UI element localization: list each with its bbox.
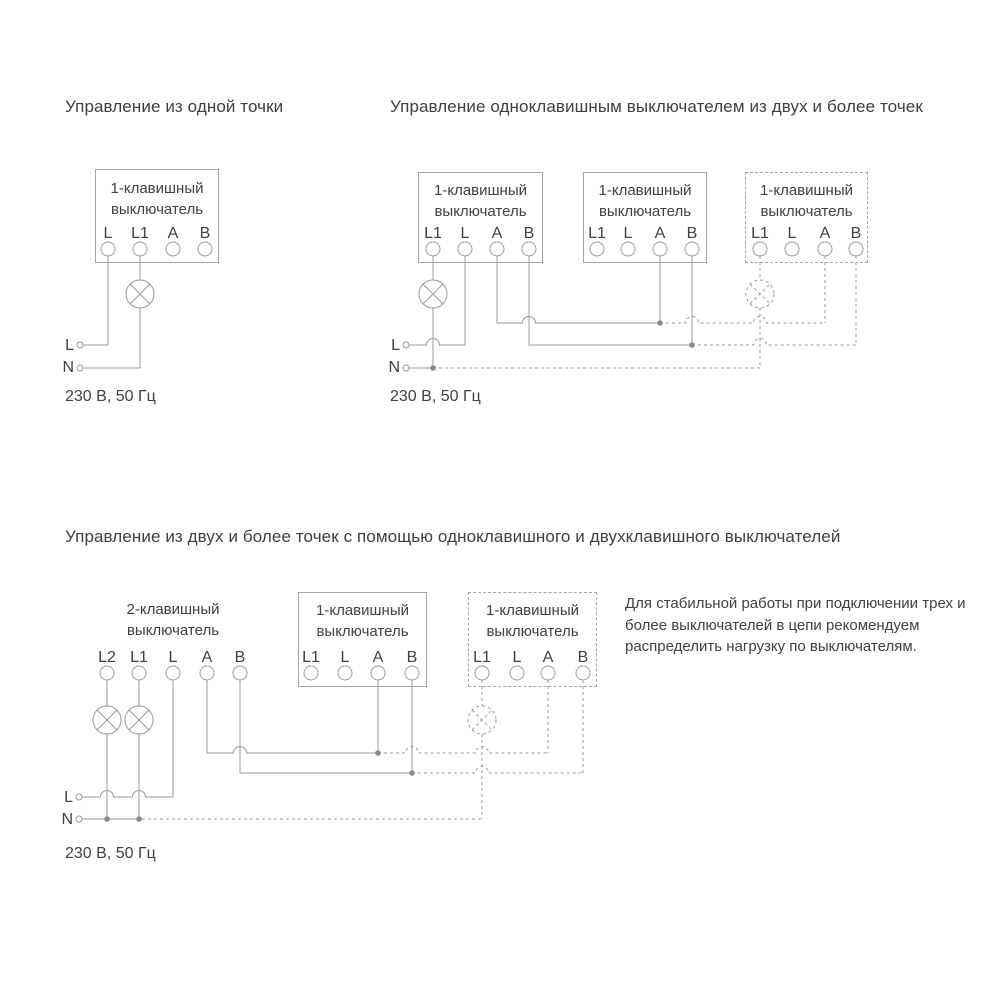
feed-terminal [403, 342, 409, 348]
junction-dot [409, 770, 415, 776]
lamp-icon [468, 706, 496, 734]
feed-label-n: N [388, 359, 400, 376]
terminal-label: L1 [424, 225, 442, 242]
terminal [200, 666, 214, 680]
note-line: распределить нагрузку по выключателям. [625, 638, 917, 655]
terminal-label: L [512, 649, 522, 666]
switch-label: 1-клавишный выключатель [598, 182, 692, 220]
switch-label: 1-клавишный выключатель [434, 182, 527, 220]
voltage-caption: 230 В, 50 Гц [390, 388, 481, 405]
junction-dot [430, 365, 436, 371]
terminal-label: B [523, 225, 535, 242]
terminal-label: L [460, 225, 470, 242]
lamp-icon [419, 280, 447, 308]
diagram1-title: Управление из одной точки [65, 97, 284, 116]
terminal-label: L [787, 225, 797, 242]
lamp-icon [746, 280, 774, 308]
terminal-label: L1 [473, 649, 491, 666]
feed-label-l: L [391, 337, 400, 354]
feed-label-n: N [62, 359, 74, 376]
feed-terminal [76, 816, 82, 822]
diagram2-wires-solid [409, 256, 692, 368]
terminal-label: B [686, 225, 698, 242]
voltage-caption: 230 В, 50 Гц [65, 845, 156, 862]
diagram3-wires-solid [82, 680, 412, 819]
junction-dot [689, 342, 695, 348]
feed-label-l: L [64, 789, 73, 806]
terminal-label: L [168, 649, 178, 666]
diagram2-title: Управление одноклавишным выключателем из двух и более точек [390, 97, 923, 116]
stability-note [625, 593, 985, 658]
terminal-label: A [491, 225, 503, 242]
diagram2-wires-dashed [433, 256, 856, 368]
terminal-label: A [372, 649, 384, 666]
voltage-caption: 230 В, 50 Гц [65, 388, 156, 405]
switch-label: 2-клавишный выключатель [126, 601, 220, 639]
terminal-label: L2 [98, 649, 116, 666]
terminal-label: L1 [302, 649, 320, 666]
terminal [233, 666, 247, 680]
lamp-icon [93, 706, 121, 734]
switch-label: 1-клавишный выключатель [486, 602, 579, 640]
terminal-label: L [623, 225, 633, 242]
terminal [100, 666, 114, 680]
switch-label: 1-клавишный выключатель [110, 180, 204, 218]
terminal-label: A [167, 225, 179, 242]
terminal-label: B [577, 649, 589, 666]
terminal-label: A [201, 649, 213, 666]
feed-terminal [403, 365, 409, 371]
lamp-icon [125, 706, 153, 734]
terminal-label: L1 [751, 225, 769, 242]
terminal-label: A [654, 225, 666, 242]
terminal-label: B [199, 225, 211, 242]
diagram3-title: Управление из двух и более точек с помощью одноклавишного и двухклавишного выключателей [65, 527, 841, 546]
terminal-label: L [340, 649, 350, 666]
feed-label-l: L [65, 337, 74, 354]
junction-dot [375, 750, 381, 756]
switch-label: 1-клавишный выключатель [760, 182, 853, 220]
junction-dot [136, 816, 142, 822]
terminal-label: L [103, 225, 113, 242]
feed-label-n: N [61, 811, 73, 828]
terminal-label: B [234, 649, 246, 666]
terminal-label: B [850, 225, 862, 242]
terminal-label: A [819, 225, 831, 242]
terminal-label: A [542, 649, 554, 666]
diagram3-wires-dashed [142, 680, 583, 819]
terminal-label: L1 [588, 225, 606, 242]
junction-dot [657, 320, 663, 326]
switch-label: 1-клавишный выключатель [316, 602, 409, 640]
terminal [132, 666, 146, 680]
junction-dot [104, 816, 110, 822]
note-line: Для стабильной работы при подключении трех и [625, 595, 966, 612]
feed-terminal [77, 342, 83, 348]
terminal [166, 666, 180, 680]
feed-terminal [77, 365, 83, 371]
note-line: более выключателей в цепи рекомендуем [625, 616, 920, 634]
terminal-label: L1 [131, 225, 149, 242]
feed-terminal [76, 794, 82, 800]
terminal-label: L1 [130, 649, 148, 666]
terminal-label: B [406, 649, 418, 666]
lamp-icon [126, 280, 154, 308]
